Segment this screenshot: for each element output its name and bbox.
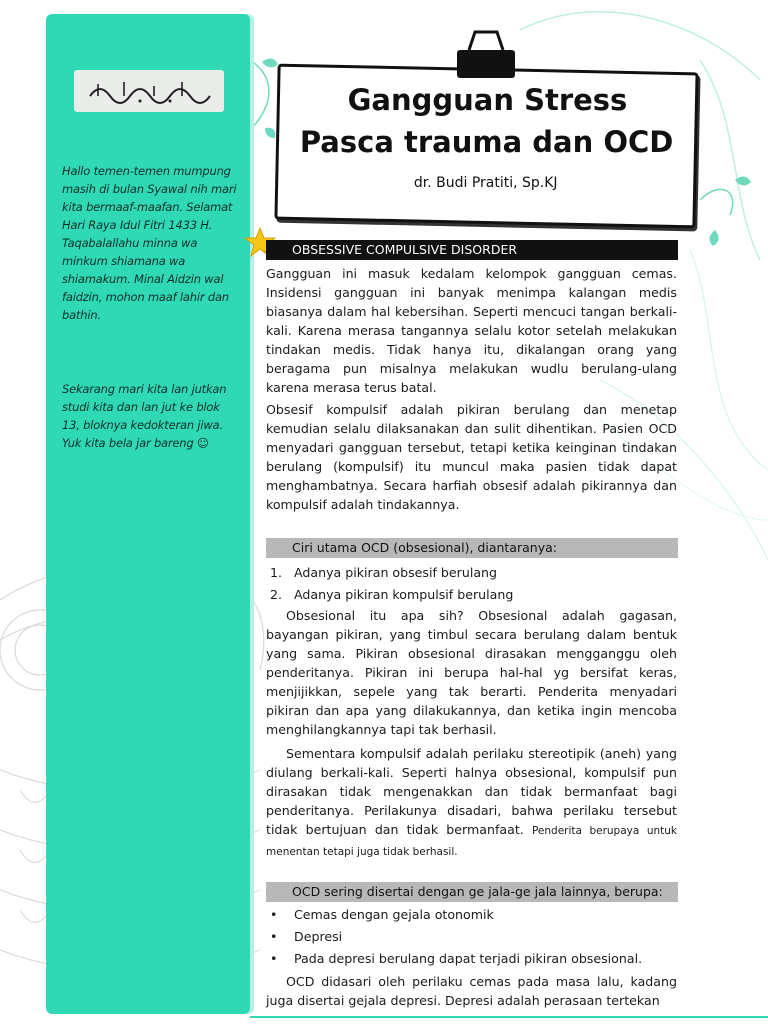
- bottom-divider: [250, 1016, 768, 1018]
- page-title-line2: Pasca trauma dan OCD: [299, 125, 674, 160]
- bullet: •: [270, 929, 278, 944]
- author-name: dr. Budi Pratiti, Sp.KJ: [413, 174, 558, 191]
- list-item: [266, 948, 677, 970]
- gejala-lain-list: [266, 904, 677, 970]
- bismillah-calligraphy-icon: [84, 76, 214, 106]
- section-heading-gejala-lain: OCD sering disertai dengan ge jala-ge jala lainnya, berupa:: [266, 882, 678, 902]
- list-item: [266, 562, 677, 584]
- list-item-text: Depresi: [294, 929, 343, 944]
- ciri-utama-list: [266, 562, 677, 606]
- list-number: 2.: [270, 587, 283, 602]
- sidebar-greeting: [62, 162, 240, 324]
- list-item-text: Pada depresi berulang dapat terjadi pikiran obsesional.: [294, 951, 643, 966]
- paragraph-ocd-didasari: OCD didasari oleh perilaku cemas pada masa lalu, kadang juga disertai gejala depresi. Depresi adalah perasaan tertekan: [266, 974, 677, 1008]
- list-item-text: Adanya pikiran kompulsif berulang: [294, 587, 514, 602]
- paragraph-ocd-intro: Gangguan ini masuk kedalam kelompok gangguan cemas. Insidensi gangguan ini banyak menimpa kalangan medis biasanya dalam hal kebersihan. Seperti mencuci tangan berkali-kali. Karena merasa tangannya selalu kotor setelah melakukan tindakan medis. Tidak hanya itu, dikalangan orang yang beragama pun misalnya melakukan wudlu berulang-ulang karena merasa terus batal.: [266, 266, 677, 395]
- paragraph-kompulsif: [266, 744, 677, 862]
- section-heading-ciri-utama: Ciri utama OCD (obsesional), diantaranya:: [266, 538, 678, 558]
- invite-text: Sekarang mari kita lan jutkan studi kita dan lan jut ke blok 13, bloknya kedokteran jiwa. Yuk kita bela jar bareng ☺: [62, 382, 227, 450]
- bullet: •: [270, 907, 278, 922]
- greeting-text: Hallo temen-temen mumpung masih di bulan Syawal nih mari kita bermaaf-maafan. Selamat Hari Raya Idul Fitri 1433 H. Taqabalallahu minna wa minkum shiamana wa shiamakum. Minal Aidzin wal faidzin, mohon maaf lahir dan bathin.: [62, 164, 237, 322]
- kompulsif-text: Sementara kompulsif adalah perilaku stereotipik (aneh) yang diulang berkali-kali. Seperti halnya obsesional, kompulsif pun dirasakan tidak mengenakkan dan tidak bermanfaat bagi penderitanya. Perilakunya disadari, bahwa perilaku tersebut tidak bertujuan dan tidak bermanfaat.: [266, 746, 677, 837]
- calligraphy-image: [74, 70, 224, 112]
- section-heading-ocd: OBSESSIVE COMPULSIVE DISORDER: [266, 240, 678, 260]
- paragraph-obsesional: Obsesional itu apa sih? Obsesional adalah gagasan, bayangan pikiran, yang timbul secara berulang dalam bentuk yang sama. Pikiran obsesional dirasakan mengganggu oleh penderitanya. Pikiran ini berupa hal-hal yg bersifat keras, menjijikkan, sepele yang tak berarti. Penderita menyadari pikiran dan apa yang dilakukannya, dan ketika ingin mencoba menghilangkannya tapi tak berhasil.: [266, 608, 677, 737]
- list-item-text: Adanya pikiran obsesif berulang: [294, 565, 498, 580]
- paragraph-ocd-definition: Obsesif kompulsif adalah pikiran berulang dan menetap kemudian selalu dilaksanakan dan sulit dihentikan. Pasien OCD menyadari gangguan tersebut, tetapi ketika keinginan tindakan berulang (kompulsif) itu muncul maka pasien tidak dapat menghambatnya. Secara harfiah obsesif adalah pikirannya dan kompulsif adalah tindakannya.: [266, 402, 677, 512]
- list-number: 1.: [270, 565, 283, 580]
- list-item: [266, 926, 677, 948]
- list-item-text: Cemas dengan gejala otonomik: [294, 907, 494, 922]
- list-item: [266, 904, 677, 926]
- bullet: •: [270, 951, 278, 966]
- kompulsif-small-text: Penderita berupaya untuk menentan tetapi juga tidak berhasil.: [266, 825, 677, 858]
- list-item: [266, 584, 677, 606]
- page-title-line1: Gangguan Stress: [347, 83, 628, 118]
- title-card: [274, 64, 698, 229]
- binder-clip-icon: [455, 28, 517, 82]
- sidebar-invite: [62, 380, 240, 452]
